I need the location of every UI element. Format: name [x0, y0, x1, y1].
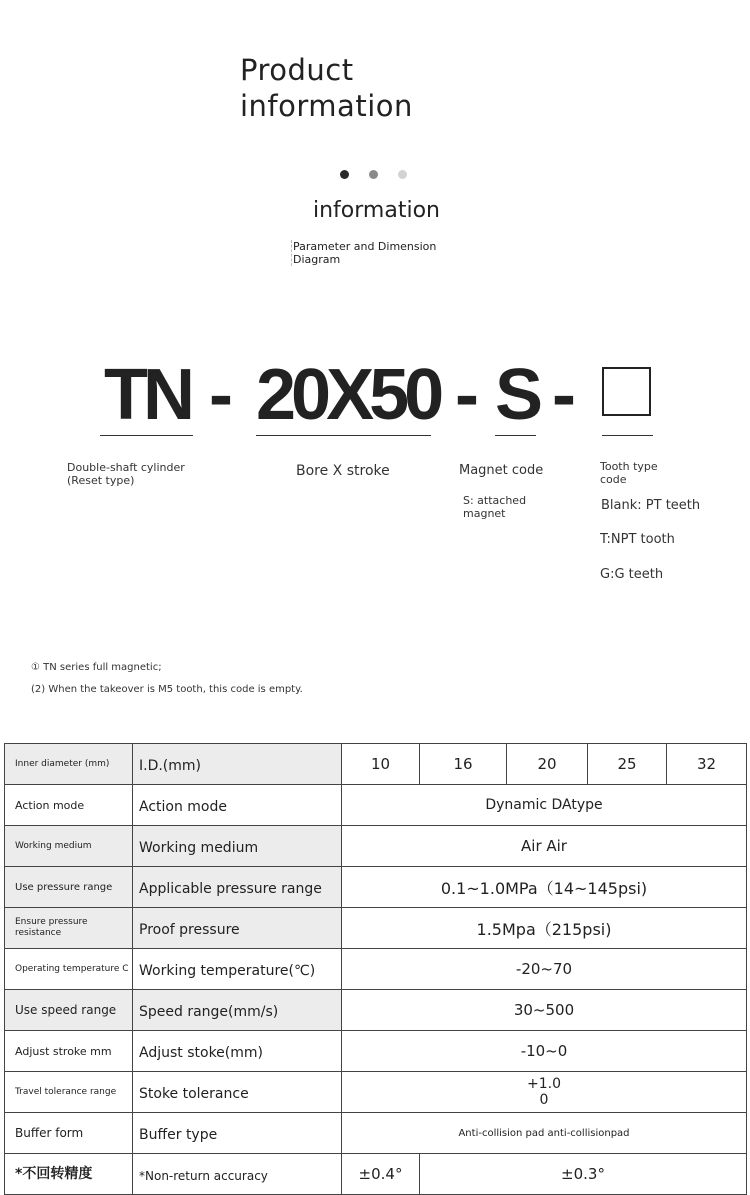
spec-table [4, 743, 747, 1195]
tooth-option-npt: T:NPT tooth [600, 532, 675, 547]
row-value: -20~70 [342, 949, 747, 990]
row-value: 30~500 [342, 990, 747, 1031]
row-value: Dynamic DAtype [342, 785, 747, 826]
note-2: (2) When the takeover is M5 tooth, this code is empty. [31, 684, 303, 695]
row-name: Working temperature(℃) [133, 949, 342, 990]
row-value-10: ±0.4° [342, 1154, 420, 1195]
table-row [5, 990, 747, 1031]
row-name: Working medium [133, 826, 342, 867]
row-name: Stoke tolerance [133, 1072, 342, 1113]
row-name: I.D.(mm) [133, 744, 342, 785]
carousel-dot-2[interactable] [369, 170, 378, 179]
row-name: Adjust stoke(mm) [133, 1031, 342, 1072]
row-name: Buffer type [133, 1113, 342, 1154]
row-name: Applicable pressure range [133, 867, 342, 908]
code-separator-3: - [552, 355, 571, 435]
code-series: TN [104, 355, 190, 435]
label-tooth: Tooth type code [600, 460, 658, 486]
row-value [342, 1072, 747, 1113]
table-row [5, 949, 747, 990]
title-line-1: Product [240, 53, 354, 87]
code-separator-2: - [455, 355, 474, 435]
underline-tooth [602, 435, 653, 436]
bore-25: 25 [588, 744, 667, 785]
underline-bore [256, 435, 431, 436]
note-1: ① TN series full magnetic; [31, 662, 162, 673]
table-row [5, 908, 747, 949]
table-row [5, 1113, 747, 1154]
code-bore-stroke: 20X50 [256, 355, 440, 435]
row-value-16-32: ±0.3° [420, 1154, 747, 1195]
table-row [5, 785, 747, 826]
row-value: -10~0 [342, 1031, 747, 1072]
row-name: Action mode [133, 785, 342, 826]
tolerance-upper: +1.0 [527, 1076, 561, 1092]
code-separator-1: - [209, 355, 228, 435]
bore-32: 32 [667, 744, 747, 785]
tooth-option-blank: Blank: PT teeth [601, 498, 701, 513]
section-caption: Parameter and Dimension Diagram [291, 240, 463, 266]
code-magnet: S [495, 355, 539, 435]
code-tooth-box [602, 367, 651, 416]
row-value: Anti-collision pad anti-collisionpad [342, 1113, 747, 1154]
tooth-option-g: G:G teeth [600, 567, 664, 582]
row-name: Proof pressure [133, 908, 342, 949]
table-row [5, 1154, 747, 1195]
row-en-label: Use speed range [5, 990, 133, 1031]
bore-16: 16 [420, 744, 507, 785]
row-value: Air Air [342, 826, 747, 867]
table-row [5, 826, 747, 867]
label-magnet: Magnet code [459, 463, 544, 478]
carousel-dots [340, 170, 407, 179]
row-value: 0.1~1.0MPa（14~145psi) [342, 867, 747, 908]
row-en-label: Operating temperature C [5, 949, 133, 990]
bore-20: 20 [507, 744, 588, 785]
tolerance-lower: 0 [539, 1092, 549, 1108]
table-row [5, 867, 747, 908]
bore-10: 10 [342, 744, 420, 785]
row-value: 1.5Mpa（215psi) [342, 908, 747, 949]
row-en-label: Buffer form [5, 1113, 133, 1154]
table-row [5, 1072, 747, 1113]
table-row [5, 1031, 747, 1072]
section-subtitle: information [313, 198, 440, 223]
page-title [240, 52, 413, 124]
carousel-dot-1[interactable] [340, 170, 349, 179]
underline-series [100, 435, 193, 436]
carousel-dot-3[interactable] [398, 170, 407, 179]
row-name: *Non-return accuracy [133, 1154, 342, 1195]
row-en-label: Travel tolerance range [5, 1072, 133, 1113]
label-magnet-note: S: attached magnet [463, 494, 527, 520]
row-en-label: Adjust stroke mm [5, 1031, 133, 1072]
row-name: Speed range(mm/s) [133, 990, 342, 1031]
row-en-label: Working medium [5, 826, 133, 867]
row-en-label: *不回转精度 [5, 1154, 133, 1195]
row-en-label: Action mode [5, 785, 133, 826]
label-bore-stroke: Bore X stroke [296, 463, 390, 479]
underline-magnet [495, 435, 536, 436]
table-row [5, 744, 747, 785]
row-en-label: Use pressure range [5, 867, 133, 908]
row-en-label: Ensure pressure resistance [5, 908, 133, 949]
title-line-2: information [240, 89, 413, 123]
row-en-label: Inner diameter (mm) [5, 744, 133, 785]
label-series: Double-shaft cylinder (Reset type) [67, 461, 185, 487]
